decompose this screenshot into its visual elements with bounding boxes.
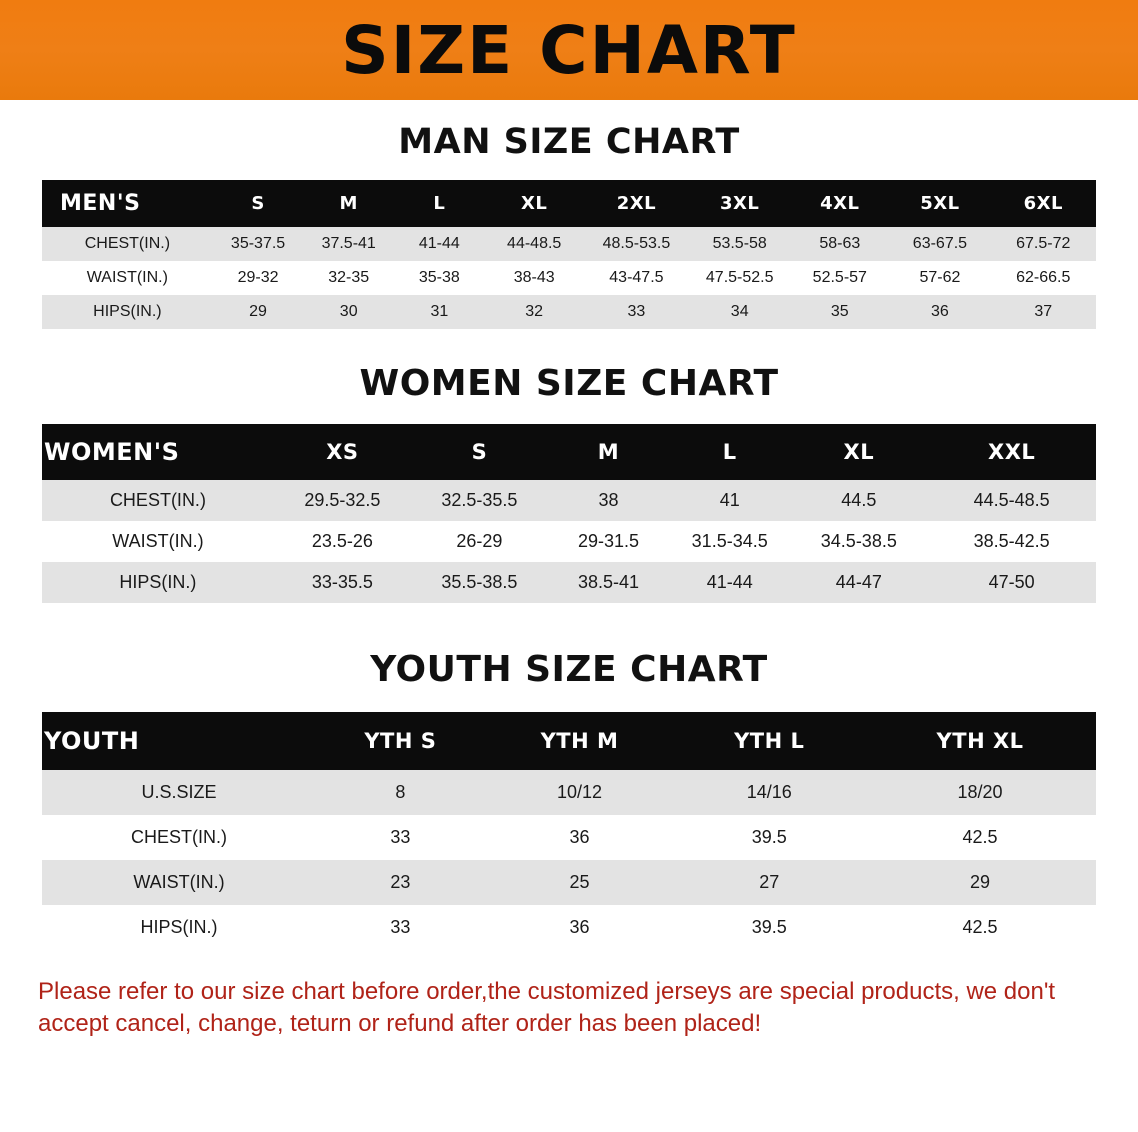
women-size-table-wrapper xyxy=(42,424,1096,603)
women-section-heading: WOMEN SIZE CHART xyxy=(359,363,779,404)
cell: 36 xyxy=(485,905,675,950)
cell: 25 xyxy=(485,860,675,905)
cell: 35.5-38.5 xyxy=(411,562,548,603)
cell: 27 xyxy=(674,860,864,905)
cell: 42.5 xyxy=(864,815,1096,860)
cell: 34 xyxy=(689,295,790,329)
row-label-waist: WAIST(IN.) xyxy=(42,860,316,905)
column-header-youth: YOUTH xyxy=(42,712,316,770)
cell: 38 xyxy=(548,480,669,521)
column-header-l: L xyxy=(394,180,485,227)
cell: 35-38 xyxy=(394,261,485,295)
column-header-s: S xyxy=(213,180,304,227)
column-header-5xl: 5XL xyxy=(889,180,990,227)
cell: 38-43 xyxy=(485,261,584,295)
cell: 42.5 xyxy=(864,905,1096,950)
cell: 29 xyxy=(213,295,304,329)
cell: 33 xyxy=(584,295,689,329)
youth-size-table xyxy=(42,712,1096,950)
column-header-l: L xyxy=(669,424,790,480)
cell: 39.5 xyxy=(674,815,864,860)
man-size-table-wrapper xyxy=(42,180,1096,329)
column-header-2xl: 2XL xyxy=(584,180,689,227)
column-header-s: S xyxy=(411,424,548,480)
man-size-table xyxy=(42,180,1096,329)
table-header-row xyxy=(42,180,1096,227)
cell: 48.5-53.5 xyxy=(584,227,689,261)
cell: 39.5 xyxy=(674,905,864,950)
cell: 31.5-34.5 xyxy=(669,521,790,562)
row-label-us-size: U.S.SIZE xyxy=(42,770,316,815)
cell: 33 xyxy=(316,905,485,950)
cell: 58-63 xyxy=(790,227,889,261)
column-header-xl: XL xyxy=(790,424,927,480)
table-row xyxy=(42,905,1096,950)
cell: 43-47.5 xyxy=(584,261,689,295)
column-header-womens: WOMEN'S xyxy=(42,424,274,480)
cell: 38.5-41 xyxy=(548,562,669,603)
cell: 41-44 xyxy=(394,227,485,261)
cell: 32 xyxy=(485,295,584,329)
cell: 44-48.5 xyxy=(485,227,584,261)
cell: 41 xyxy=(669,480,790,521)
cell: 44.5-48.5 xyxy=(927,480,1096,521)
table-header-row xyxy=(42,712,1096,770)
row-label-hips: HIPS(IN.) xyxy=(42,562,274,603)
cell: 33 xyxy=(316,815,485,860)
cell: 23.5-26 xyxy=(274,521,411,562)
cell: 10/12 xyxy=(485,770,675,815)
column-header-yth-xl: YTH XL xyxy=(864,712,1096,770)
cell: 47-50 xyxy=(927,562,1096,603)
cell: 36 xyxy=(485,815,675,860)
table-row xyxy=(42,770,1096,815)
column-header-xs: XS xyxy=(274,424,411,480)
row-label-waist: WAIST(IN.) xyxy=(42,261,213,295)
column-header-m: M xyxy=(303,180,394,227)
table-row xyxy=(42,261,1096,295)
cell: 18/20 xyxy=(864,770,1096,815)
row-label-chest: CHEST(IN.) xyxy=(42,815,316,860)
column-header-6xl: 6XL xyxy=(991,180,1096,227)
cell: 37.5-41 xyxy=(303,227,394,261)
size-chart-banner xyxy=(0,0,1138,100)
cell: 44.5 xyxy=(790,480,927,521)
table-row xyxy=(42,480,1096,521)
table-header-row xyxy=(42,424,1096,480)
row-label-hips: HIPS(IN.) xyxy=(42,295,213,329)
table-row xyxy=(42,562,1096,603)
column-header-xl: XL xyxy=(485,180,584,227)
cell: 34.5-38.5 xyxy=(790,521,927,562)
cell: 14/16 xyxy=(674,770,864,815)
cell: 57-62 xyxy=(889,261,990,295)
cell: 35 xyxy=(790,295,889,329)
column-header-3xl: 3XL xyxy=(689,180,790,227)
page-title: SIZE CHART xyxy=(341,12,797,89)
cell: 29.5-32.5 xyxy=(274,480,411,521)
cell: 62-66.5 xyxy=(991,261,1096,295)
table-row xyxy=(42,227,1096,261)
row-label-hips: HIPS(IN.) xyxy=(42,905,316,950)
table-row xyxy=(42,860,1096,905)
cell: 47.5-52.5 xyxy=(689,261,790,295)
cell: 35-37.5 xyxy=(213,227,304,261)
cell: 41-44 xyxy=(669,562,790,603)
column-header-yth-m: YTH M xyxy=(485,712,675,770)
women-size-table xyxy=(42,424,1096,603)
cell: 30 xyxy=(303,295,394,329)
column-header-4xl: 4XL xyxy=(790,180,889,227)
cell: 32-35 xyxy=(303,261,394,295)
cell: 8 xyxy=(316,770,485,815)
cell: 33-35.5 xyxy=(274,562,411,603)
cell: 44-47 xyxy=(790,562,927,603)
cell: 23 xyxy=(316,860,485,905)
row-label-waist: WAIST(IN.) xyxy=(42,521,274,562)
column-header-yth-l: YTH L xyxy=(674,712,864,770)
cell: 52.5-57 xyxy=(790,261,889,295)
cell: 31 xyxy=(394,295,485,329)
row-label-chest: CHEST(IN.) xyxy=(42,227,213,261)
cell: 63-67.5 xyxy=(889,227,990,261)
cell: 67.5-72 xyxy=(991,227,1096,261)
cell: 53.5-58 xyxy=(689,227,790,261)
column-header-m: M xyxy=(548,424,669,480)
cell: 29-32 xyxy=(213,261,304,295)
cell: 38.5-42.5 xyxy=(927,521,1096,562)
table-row xyxy=(42,521,1096,562)
cell: 26-29 xyxy=(411,521,548,562)
policy-note: Please refer to our size chart before order,the customized jerseys are special products, we don't accept cancel, change, teturn or refund after order has been placed! xyxy=(38,978,1056,1038)
table-row xyxy=(42,295,1096,329)
youth-size-table-wrapper xyxy=(42,712,1096,950)
cell: 32.5-35.5 xyxy=(411,480,548,521)
column-header-mens: MEN'S xyxy=(42,180,213,227)
column-header-xxl: XXL xyxy=(927,424,1096,480)
row-label-chest: CHEST(IN.) xyxy=(42,480,274,521)
cell: 29 xyxy=(864,860,1096,905)
youth-section-heading: YOUTH SIZE CHART xyxy=(370,649,768,690)
cell: 37 xyxy=(991,295,1096,329)
cell: 36 xyxy=(889,295,990,329)
column-header-yth-s: YTH S xyxy=(316,712,485,770)
cell: 29-31.5 xyxy=(548,521,669,562)
man-section-heading: MAN SIZE CHART xyxy=(398,122,740,162)
table-row xyxy=(42,815,1096,860)
